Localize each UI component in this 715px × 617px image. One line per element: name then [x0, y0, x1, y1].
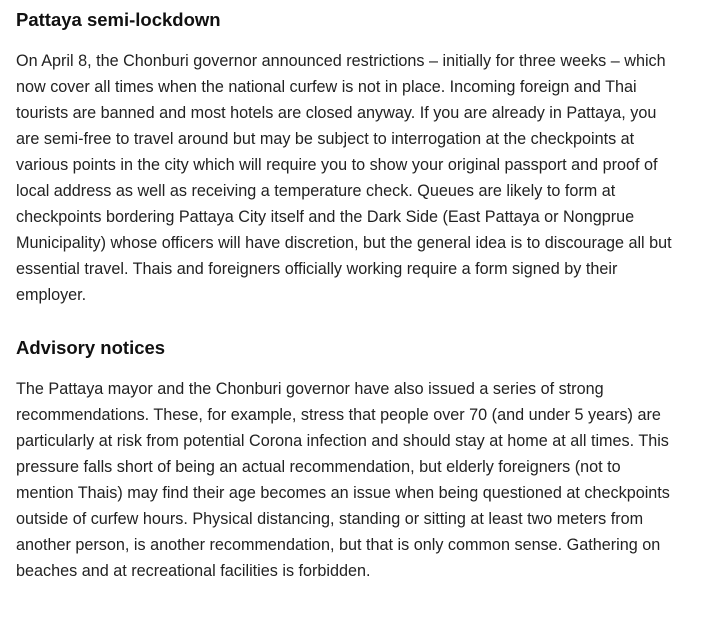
article-content	[16, 8, 711, 584]
section-paragraph-advisory-notices: The Pattaya mayor and the Chonburi governor have also issued a series of strong recommendations. These, for example, stress that people over 70 (and under 5 years) are particularly at risk from potential Corona infection and should stay at home at all times. This pressure falls short of being an actual recommendation, but elderly foreigners (not to mention Thais) may find their age becomes an issue when being questioned at checkpoints outside of curfew hours. Physical distancing, standing or sitting at least two meters from another person, is another recommendation, but that is only common sense. Gathering on beaches and at recreational facilities is forbidden.	[16, 380, 670, 580]
section-paragraph-pattaya-semi-lockdown: On April 8, the Chonburi governor announced restrictions – initially for three weeks – which now cover all times when the national curfew is not in place. Incoming foreign and Thai tourists are banned and most hotels are closed anyway. If you are already in Pattaya, you are semi-free to travel around but may be subject to interrogation at the checkpoints at various points in the city which will require you to show your original passport and proof of local address as well as receiving a temperature check. Queues are likely to form at checkpoints bordering Pattaya City itself and the Dark Side (East Pattaya or Nongprue Municipality) whose officers will have discretion, but the general idea is to discourage all but essential travel. Thais and foreigners officially working require a form signed by their employer.	[16, 52, 672, 304]
section-heading-advisory-notices: Advisory notices	[16, 337, 166, 358]
section-heading-pattaya-semi-lockdown: Pattaya semi-lockdown	[16, 9, 221, 30]
